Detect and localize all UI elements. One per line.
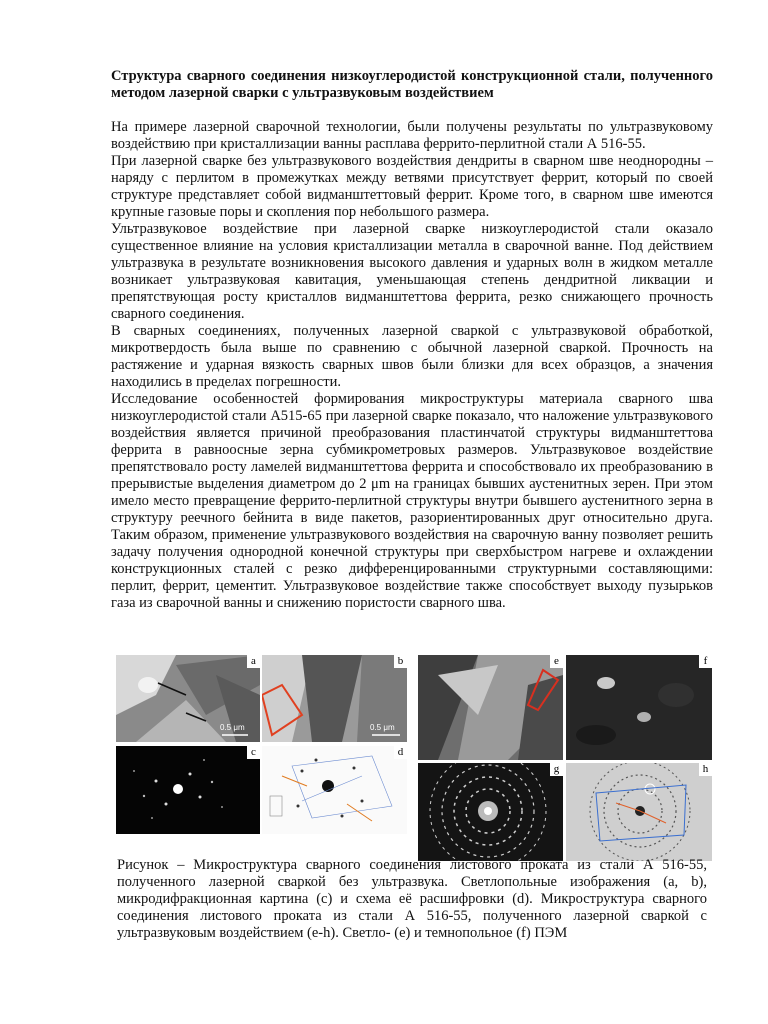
paragraph-2: При лазерной сварке без ультразвукового воздействия дендриты в сварном шве неоднородны – наряду с перлитом в промежутках между ветвями присутствует феррит, который по своей структуре представляет собой видманштеттовый феррит. Кроме того, в сварном шве имеются крупные газовые поры и скопления пор небольшого размера.: [111, 153, 713, 220]
panel-label-g: g: [550, 763, 563, 776]
panel-label-f: f: [699, 655, 712, 668]
micrograph-panel-h: [566, 763, 712, 861]
panel-label-h: h: [699, 763, 712, 776]
panel-label-b: b: [394, 655, 407, 668]
paragraph-5: Исследование особенностей формирования микроструктуры материала сварного шва низкоуглеродистой стали А515-65 при лазерной сварке показало, что наложение ультразвукового воздействия является причиной преобразования пластинчатой структуры видманштеттова феррита в равноосные зерна субмикрометровых размеров. Ультразвуковое воздействие препятствовало росту ламелей видманштеттова феррита и способствовало их преобразованию в прерывистые выделения диаметром до 2 μm на границах бывших аустенитных зерен. При этом имело место превращение феррито-перлитной структуры внутри бывшего аустенитного зерна в структуру реечного бейнита в виде пакетов, разориентированных друг относительно друга. Таким образом, применение ультразвукового воздействия на сварочную ванну позволяет решить задачу получения однородной конечной структуры при сверхбыстром нагреве и охлаждении конструкционных сталей с резко дифференцированными структурными составляющими: перлит, феррит, цементит. Ультразвуковое воздействие также способствует выходу пузырьков газа из сварочной ванны и снижению пористости сварного шва.: [111, 391, 713, 611]
scale-bar-label-a: 0.5 μm: [220, 723, 245, 732]
document-body: [111, 68, 713, 612]
micrograph-figure: [116, 655, 714, 861]
panel-label-c: c: [247, 746, 260, 759]
paragraph-3: Ультразвуковое воздействие при лазерной сварке низкоуглеродистой стали оказало существенное влияние на условия кристаллизации металла в сварочной ванне. Под действием ультразвука в результате возникновения высокого давления и ударных волн в жидком металле возникает ультразвуковая кавитация, уменьшающая степень дендритной ликвации и препятствующая росту кристаллов видманштеттова феррита, резко снижающего прочность сварного соединения.: [111, 221, 713, 322]
micrograph-panel-a: [116, 655, 260, 742]
document-title: Структура сварного соединения низкоуглеродистой конструкционной стали, полученного методом лазерной сварки с ультразвуковым воздействием: [111, 68, 713, 101]
panel-label-e: e: [550, 655, 563, 668]
micrograph-panel-d: [262, 746, 407, 834]
micrograph-panel-e: [418, 655, 563, 760]
micrograph-panel-g: [418, 763, 563, 861]
paragraph-1: На примере лазерной сварочной технологии, были получены результаты по ультразвуковому воздействию при кристаллизации ванны расплава феррито-перлитной стали А 516-55.: [111, 119, 713, 152]
panel-label-d: d: [394, 746, 407, 759]
micrograph-panel-b: [262, 655, 407, 742]
paragraph-4: В сварных соединениях, полученных лазерной сваркой с ультразвуковой обработкой, микротвердость была выше по сравнению с обычной лазерной сваркой. Прочность на растяжение и ударная вязкость сварных швов были близки для всех образцов, а значения находились в пределах погрешности.: [111, 323, 713, 390]
micrograph-panel-c: [116, 746, 260, 834]
figure-caption: Рисунок – Микроструктура сварного соединения листового проката из стали А 516-55, полученного лазерной сваркой без ультразвука. Светлопольные изображения (a, b), микродифракционная картина (c) и схема её расшифровки (d). Микроструктура сварного соединения листового проката из стали А 516-55, полученного лазерной сваркой с ультразвуковым воздействием (e-h). Светло- (e) и темнопольное (f) ПЭМ: [117, 857, 707, 941]
panel-label-a: a: [247, 655, 260, 668]
micrograph-panel-f: [566, 655, 712, 760]
scale-bar-label-b: 0.5 μm: [370, 723, 395, 732]
